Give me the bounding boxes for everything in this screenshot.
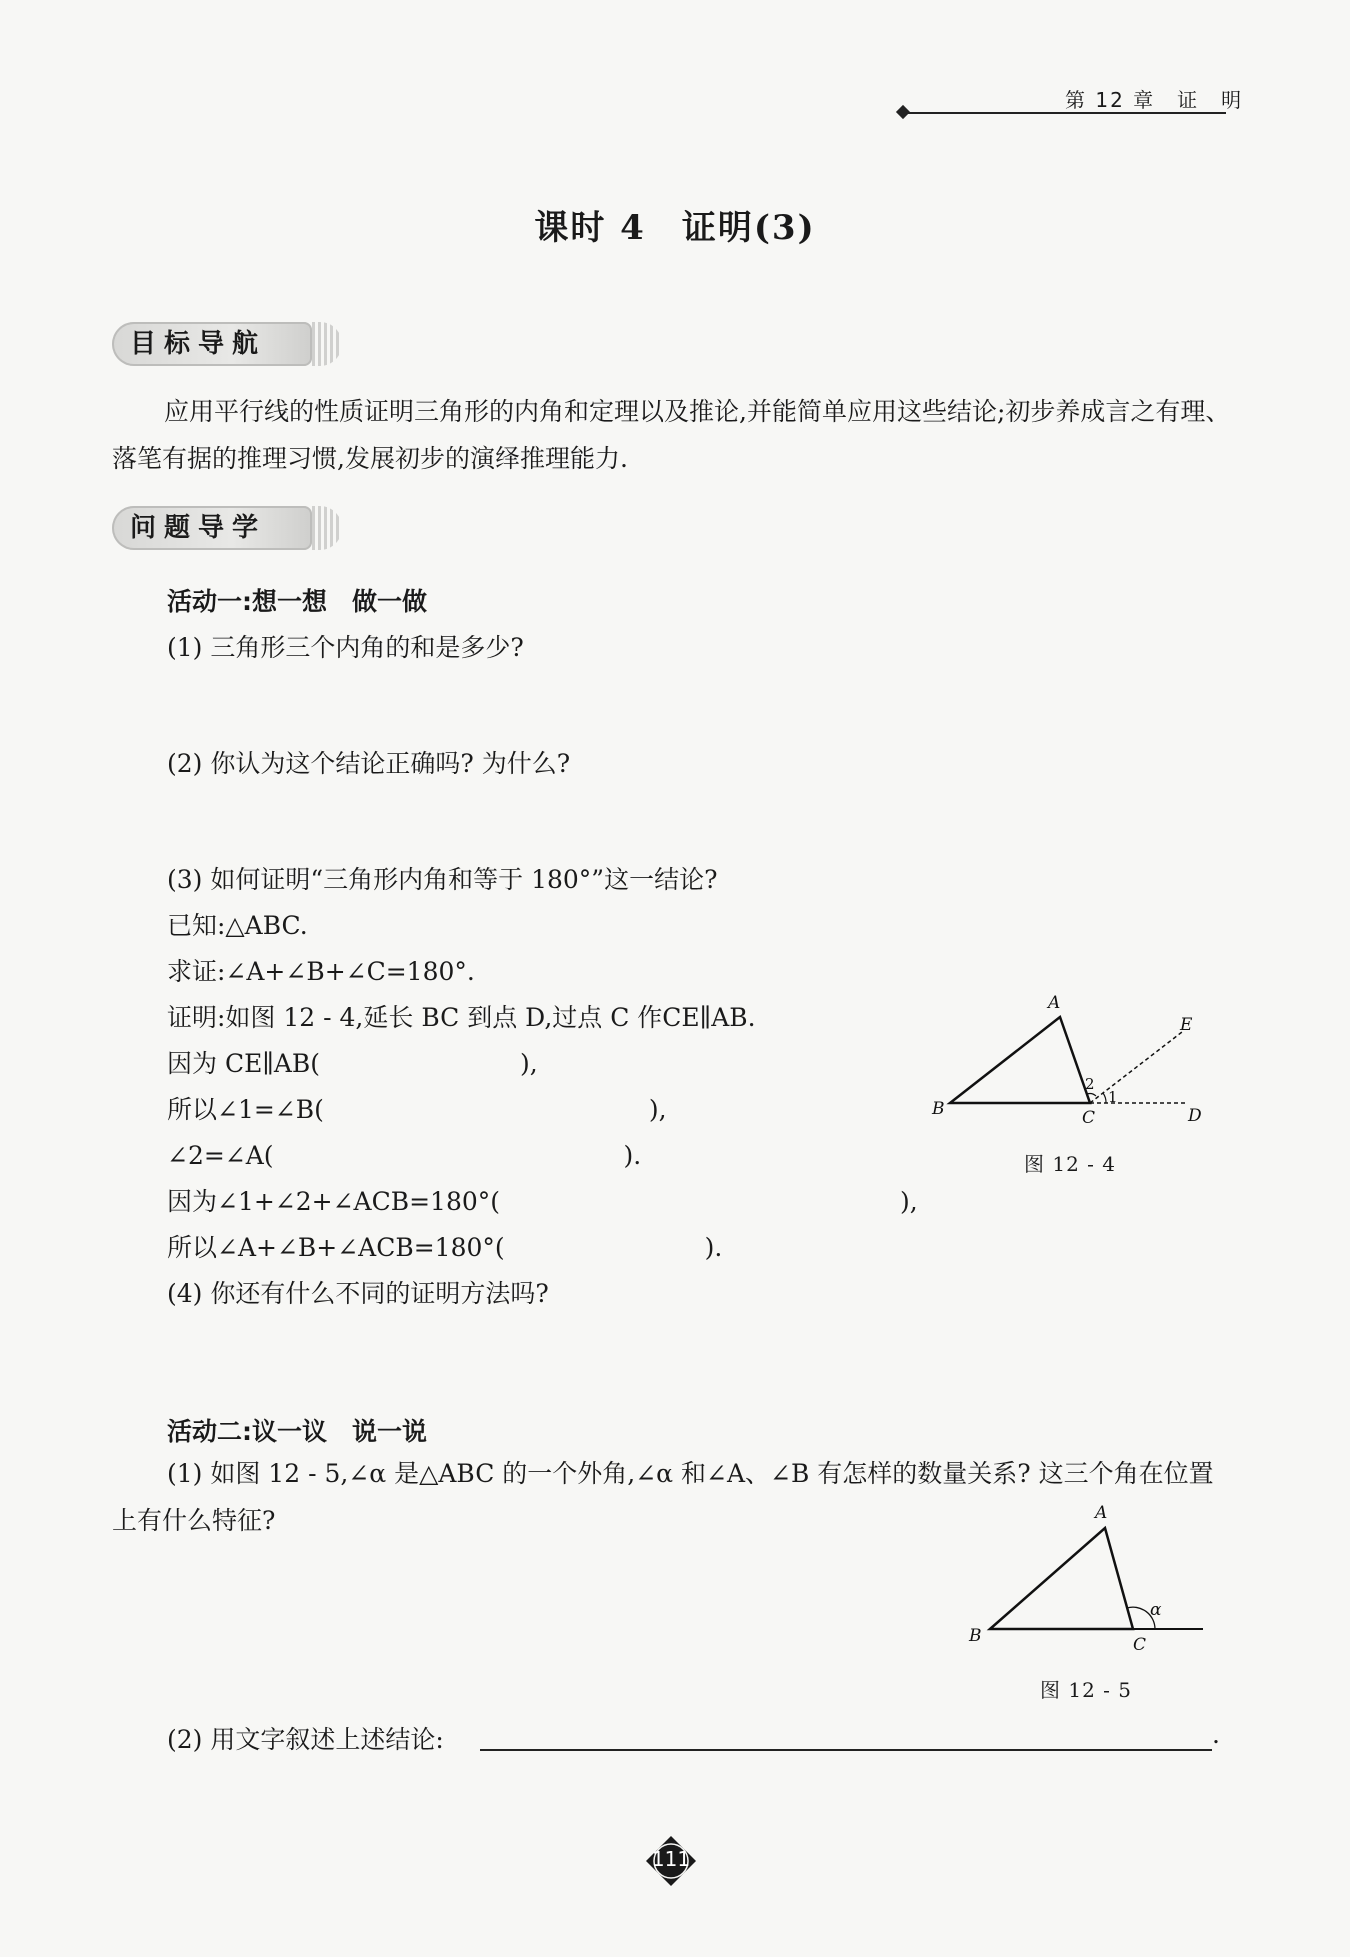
page-number [645,1835,697,1887]
label-a: A [1095,1503,1108,1523]
label-c: C [1133,1635,1147,1655]
proof-step2: 所以∠1=∠B( ), [167,1095,667,1124]
activity1-q2: (2) 你认为这个结论正确吗? 为什么? [167,749,571,778]
label-b: B [932,1099,945,1119]
figure-12-5-caption: 图 12 - 5 [1040,1678,1133,1702]
activity1-q3: (3) 如何证明“三角形内角和等于 180°”这一结论? [167,865,718,894]
label-d: D [1188,1106,1202,1126]
answer-blank[interactable] [480,1749,1212,1751]
proof-step1: 因为 CE∥AB( ), [167,1049,538,1078]
activity1-q4: (4) 你还有什么不同的证明方法吗? [167,1279,549,1308]
given-line: 已知:△ABC. [167,911,308,940]
problem-badge-label: 问题导学 [130,513,267,543]
goal-badge [112,322,312,366]
proof-step3: ∠2=∠A( ). [167,1141,642,1170]
angle-1-arc [1103,1093,1106,1103]
activity2-title: 活动二:议一议 说一说 [167,1417,427,1446]
chapter-label: 第 12 章 证 明 [1065,88,1244,112]
goal-badge-label: 目标导航 [130,329,267,359]
answer-period: . [1212,1720,1220,1749]
label-angle-1: 1 [1108,1088,1118,1106]
label-c: C [1082,1108,1096,1128]
activity1-title: 活动一:想一想 做一做 [167,587,427,616]
goal-text: 应用平行线的性质证明三角形的内角和定理以及推论,并能简单应用这些结论;初步养成言之有理、落笔有据的推理习惯,发展初步的演绎推理能力. [112,397,1231,473]
badge-stripes [312,322,342,366]
figure-12-4-caption: 图 12 - 4 [1024,1152,1117,1176]
figure-12-4 [920,990,1220,1130]
activity1-q1: (1) 三角形三个内角的和是多少? [167,633,524,662]
label-angle-2: 2 [1085,1075,1095,1093]
page-number-text: 111 [651,1847,691,1871]
activity2-q1: (1) 如图 12 - 5,∠α 是△ABC 的一个外角,∠α 和∠A、∠B 有怎样的数量关系? 这三个角在位置上有什么特征? [112,1459,1214,1535]
parallel-ce [1090,1032,1182,1103]
proof-intro: 证明:如图 12 - 4,延长 BC 到点 D,过点 C 作CE∥AB. [167,1003,756,1032]
badge-stripes [312,506,342,550]
label-alpha: α [1150,1600,1162,1620]
figure-12-5 [955,1500,1225,1660]
label-a: A [1048,993,1061,1013]
triangle-abc [950,1017,1090,1103]
prove-line: 求证:∠A+∠B+∠C=180°. [167,957,475,986]
problem-badge [112,506,312,550]
proof-step5: 所以∠A+∠B+∠ACB=180°( ). [167,1233,723,1262]
activity2-q2: (2) 用文字叙述上述结论: [167,1725,444,1754]
proof-step4: 因为∠1+∠2+∠ACB=180°( ), [167,1187,918,1216]
label-b: B [969,1626,982,1646]
label-e: E [1180,1015,1193,1035]
lesson-title: 课时 4 证明(3) [534,208,816,248]
triangle-abc [990,1528,1133,1629]
